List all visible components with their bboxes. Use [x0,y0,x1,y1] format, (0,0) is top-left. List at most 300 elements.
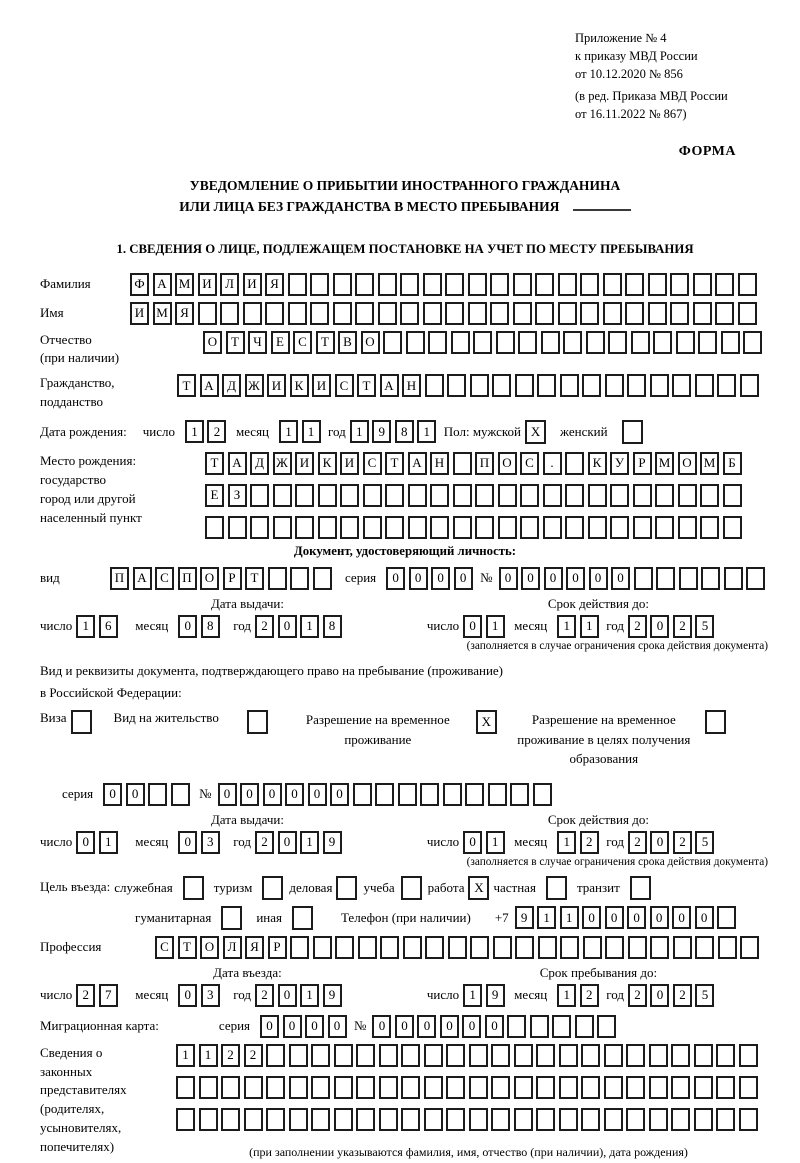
char-cell[interactable] [603,273,622,296]
char-cell[interactable]: 0 [278,615,297,638]
char-cell[interactable] [491,1044,510,1067]
char-cell[interactable]: М [655,452,674,475]
char-cell[interactable] [608,331,627,354]
char-cell[interactable] [228,516,247,539]
char-cell[interactable] [268,567,287,590]
char-cell[interactable] [398,783,417,806]
char-cell[interactable] [488,783,507,806]
char-cell[interactable] [605,374,624,397]
char-cell[interactable] [605,936,624,959]
char-cell[interactable]: 0 [395,1015,414,1038]
char-cell[interactable] [700,516,719,539]
char-cell[interactable] [491,1076,510,1099]
char-cell[interactable] [558,273,577,296]
char-cell[interactable]: К [318,452,337,475]
char-cell[interactable]: 2 [673,831,692,854]
char-cell[interactable] [171,783,190,806]
char-cell[interactable] [586,331,605,354]
char-cell[interactable] [408,484,427,507]
char-cell[interactable] [358,936,377,959]
char-cell[interactable] [739,1044,758,1067]
char-cell[interactable]: Т [316,331,335,354]
char-cell[interactable] [536,1108,555,1131]
char-cell[interactable]: 9 [323,831,342,854]
char-cell[interactable]: Р [223,567,242,590]
char-cell[interactable]: 1 [300,615,319,638]
char-cell[interactable] [695,936,714,959]
char-cell[interactable]: 1 [486,615,505,638]
char-cell[interactable]: 1 [76,615,95,638]
char-cell[interactable] [446,1108,465,1131]
char-cell[interactable] [693,273,712,296]
char-cell[interactable] [583,936,602,959]
char-cell[interactable]: Т [178,936,197,959]
char-cell[interactable]: 0 [605,906,624,929]
char-cell[interactable] [265,302,284,325]
char-cell[interactable] [311,1044,330,1067]
char-cell[interactable] [565,484,584,507]
char-cell[interactable] [514,1044,533,1067]
char-cell[interactable]: 1 [463,984,482,1007]
work-checkbox[interactable]: X [468,876,489,900]
char-cell[interactable]: 9 [515,906,534,929]
char-cell[interactable]: 0 [582,906,601,929]
char-cell[interactable] [597,1015,616,1038]
char-cell[interactable] [496,331,515,354]
char-cell[interactable]: 9 [486,984,505,1007]
char-cell[interactable]: 0 [544,567,563,590]
char-cell[interactable]: 0 [566,567,585,590]
char-cell[interactable] [541,331,560,354]
char-cell[interactable] [288,273,307,296]
char-cell[interactable]: Л [223,936,242,959]
char-cell[interactable] [535,302,554,325]
char-cell[interactable] [717,374,736,397]
char-cell[interactable] [673,936,692,959]
char-cell[interactable] [648,302,667,325]
char-cell[interactable] [475,484,494,507]
char-cell[interactable]: 1 [185,420,204,443]
char-cell[interactable]: 8 [323,615,342,638]
char-cell[interactable] [295,484,314,507]
char-cell[interactable] [310,273,329,296]
char-cell[interactable]: В [338,331,357,354]
char-cell[interactable] [649,1108,668,1131]
char-cell[interactable] [428,331,447,354]
char-cell[interactable] [493,936,512,959]
char-cell[interactable] [739,1076,758,1099]
char-cell[interactable] [445,302,464,325]
char-cell[interactable] [288,302,307,325]
char-cell[interactable]: М [700,452,719,475]
char-cell[interactable]: О [498,452,517,475]
char-cell[interactable]: 2 [628,984,647,1007]
char-cell[interactable]: 0 [178,615,197,638]
char-cell[interactable]: И [340,452,359,475]
char-cell[interactable] [465,783,484,806]
char-cell[interactable] [518,331,537,354]
char-cell[interactable] [631,331,650,354]
char-cell[interactable]: Н [430,452,449,475]
char-cell[interactable] [199,1076,218,1099]
char-cell[interactable] [453,484,472,507]
char-cell[interactable]: А [380,374,399,397]
char-cell[interactable]: И [267,374,286,397]
char-cell[interactable] [400,302,419,325]
char-cell[interactable] [468,302,487,325]
char-cell[interactable] [473,331,492,354]
char-cell[interactable] [515,936,534,959]
char-cell[interactable]: 1 [580,615,599,638]
char-cell[interactable] [530,1015,549,1038]
char-cell[interactable]: 3 [201,831,220,854]
char-cell[interactable] [250,484,269,507]
char-cell[interactable] [498,516,517,539]
char-cell[interactable] [356,1108,375,1131]
char-cell[interactable] [560,936,579,959]
char-cell[interactable]: 2 [628,615,647,638]
char-cell[interactable]: Б [723,452,742,475]
char-cell[interactable]: Т [226,331,245,354]
char-cell[interactable]: 0 [440,1015,459,1038]
char-cell[interactable]: 0 [417,1015,436,1038]
char-cell[interactable]: П [178,567,197,590]
char-cell[interactable] [453,452,472,475]
char-cell[interactable] [698,331,717,354]
char-cell[interactable] [533,783,552,806]
char-cell[interactable]: Т [177,374,196,397]
char-cell[interactable] [424,1108,443,1131]
char-cell[interactable]: 0 [650,831,669,854]
char-cell[interactable] [425,936,444,959]
char-cell[interactable]: К [290,374,309,397]
char-cell[interactable]: О [200,567,219,590]
char-cell[interactable] [626,1076,645,1099]
char-cell[interactable] [403,936,422,959]
char-cell[interactable]: 7 [99,984,118,1007]
char-cell[interactable] [738,302,757,325]
char-cell[interactable] [220,302,239,325]
char-cell[interactable] [520,516,539,539]
char-cell[interactable] [289,1108,308,1131]
char-cell[interactable] [334,1108,353,1131]
char-cell[interactable]: 1 [557,615,576,638]
char-cell[interactable] [610,516,629,539]
char-cell[interactable] [650,374,669,397]
female-checkbox[interactable] [622,420,643,444]
char-cell[interactable] [313,936,332,959]
char-cell[interactable] [380,936,399,959]
char-cell[interactable] [379,1108,398,1131]
char-cell[interactable]: 0 [463,615,482,638]
char-cell[interactable] [676,331,695,354]
char-cell[interactable]: 1 [557,984,576,1007]
char-cell[interactable]: М [175,273,194,296]
char-cell[interactable]: 1 [300,831,319,854]
char-cell[interactable]: Ф [130,273,149,296]
char-cell[interactable] [604,1108,623,1131]
char-cell[interactable]: Р [633,452,652,475]
char-cell[interactable]: 0 [218,783,237,806]
char-cell[interactable] [678,484,697,507]
business-checkbox[interactable] [336,876,357,900]
char-cell[interactable] [610,484,629,507]
char-cell[interactable]: 2 [673,615,692,638]
char-cell[interactable] [379,1044,398,1067]
char-cell[interactable] [176,1108,195,1131]
char-cell[interactable] [335,936,354,959]
char-cell[interactable] [420,783,439,806]
char-cell[interactable] [355,302,374,325]
char-cell[interactable]: П [110,567,129,590]
char-cell[interactable] [588,516,607,539]
char-cell[interactable]: 0 [589,567,608,590]
char-cell[interactable]: С [363,452,382,475]
char-cell[interactable] [355,273,374,296]
char-cell[interactable] [536,1076,555,1099]
char-cell[interactable]: 2 [673,984,692,1007]
char-cell[interactable] [266,1076,285,1099]
char-cell[interactable]: 0 [650,615,669,638]
char-cell[interactable]: О [200,936,219,959]
char-cell[interactable] [739,1108,758,1131]
char-cell[interactable] [469,1076,488,1099]
char-cell[interactable] [273,484,292,507]
char-cell[interactable]: 0 [308,783,327,806]
char-cell[interactable]: И [312,374,331,397]
char-cell[interactable]: Т [357,374,376,397]
char-cell[interactable]: Ч [248,331,267,354]
char-cell[interactable]: А [200,374,219,397]
char-cell[interactable] [313,567,332,590]
char-cell[interactable] [198,302,217,325]
char-cell[interactable] [580,302,599,325]
char-cell[interactable] [559,1108,578,1131]
char-cell[interactable] [340,516,359,539]
char-cell[interactable]: А [228,452,247,475]
char-cell[interactable]: Ж [245,374,264,397]
char-cell[interactable] [581,1044,600,1067]
char-cell[interactable] [333,273,352,296]
char-cell[interactable]: 2 [244,1044,263,1067]
char-cell[interactable] [379,1076,398,1099]
char-cell[interactable] [543,516,562,539]
char-cell[interactable]: Н [402,374,421,397]
char-cell[interactable] [604,1044,623,1067]
tourism-checkbox[interactable] [262,876,283,900]
char-cell[interactable] [423,302,442,325]
study-checkbox[interactable] [401,876,422,900]
char-cell[interactable]: 2 [580,984,599,1007]
char-cell[interactable] [626,1108,645,1131]
char-cell[interactable] [266,1108,285,1131]
char-cell[interactable]: Р [268,936,287,959]
char-cell[interactable]: 1 [486,831,505,854]
char-cell[interactable] [716,1076,735,1099]
char-cell[interactable]: 0 [372,1015,391,1038]
char-cell[interactable]: 0 [178,831,197,854]
char-cell[interactable] [746,567,765,590]
char-cell[interactable]: 2 [255,615,274,638]
char-cell[interactable] [633,484,652,507]
char-cell[interactable]: 2 [628,831,647,854]
char-cell[interactable]: 1 [99,831,118,854]
char-cell[interactable] [221,1076,240,1099]
char-cell[interactable] [311,1076,330,1099]
char-cell[interactable]: П [475,452,494,475]
char-cell[interactable]: 0 [330,783,349,806]
char-cell[interactable] [723,484,742,507]
char-cell[interactable]: 0 [463,831,482,854]
char-cell[interactable]: 0 [260,1015,279,1038]
char-cell[interactable] [356,1076,375,1099]
char-cell[interactable] [446,1044,465,1067]
char-cell[interactable]: С [520,452,539,475]
char-cell[interactable]: 2 [580,831,599,854]
char-cell[interactable] [700,484,719,507]
char-cell[interactable] [582,374,601,397]
char-cell[interactable] [738,273,757,296]
char-cell[interactable]: И [243,273,262,296]
char-cell[interactable] [649,1044,668,1067]
char-cell[interactable]: 0 [454,567,473,590]
char-cell[interactable] [492,374,511,397]
char-cell[interactable] [648,273,667,296]
char-cell[interactable] [430,484,449,507]
char-cell[interactable] [565,516,584,539]
char-cell[interactable]: 0 [278,984,297,1007]
char-cell[interactable] [221,1108,240,1131]
char-cell[interactable]: Т [245,567,264,590]
char-cell[interactable]: Я [245,936,264,959]
char-cell[interactable] [424,1076,443,1099]
char-cell[interactable] [400,273,419,296]
char-cell[interactable] [498,484,517,507]
char-cell[interactable] [581,1108,600,1131]
char-cell[interactable] [408,516,427,539]
residence-permit-checkbox[interactable] [247,710,268,734]
char-cell[interactable] [580,273,599,296]
char-cell[interactable]: И [295,452,314,475]
char-cell[interactable]: 0 [240,783,259,806]
char-cell[interactable] [356,1044,375,1067]
char-cell[interactable] [244,1076,263,1099]
char-cell[interactable] [310,302,329,325]
char-cell[interactable]: С [335,374,354,397]
char-cell[interactable] [693,302,712,325]
char-cell[interactable]: 2 [255,831,274,854]
char-cell[interactable] [655,484,674,507]
private-checkbox[interactable] [546,876,567,900]
char-cell[interactable] [446,1076,465,1099]
char-cell[interactable]: 0 [431,567,450,590]
char-cell[interactable] [721,331,740,354]
char-cell[interactable] [334,1076,353,1099]
char-cell[interactable] [743,331,762,354]
char-cell[interactable] [715,273,734,296]
char-cell[interactable] [672,374,691,397]
char-cell[interactable] [468,273,487,296]
char-cell[interactable] [470,374,489,397]
char-cell[interactable] [385,516,404,539]
male-checkbox[interactable]: X [525,420,546,444]
char-cell[interactable]: 0 [485,1015,504,1038]
char-cell[interactable]: 0 [386,567,405,590]
char-cell[interactable] [718,936,737,959]
char-cell[interactable] [716,1108,735,1131]
char-cell[interactable] [515,374,534,397]
char-cell[interactable] [560,374,579,397]
char-cell[interactable] [148,783,167,806]
char-cell[interactable] [625,302,644,325]
char-cell[interactable]: 5 [695,615,714,638]
char-cell[interactable] [679,567,698,590]
char-cell[interactable] [318,516,337,539]
char-cell[interactable] [176,1076,195,1099]
char-cell[interactable]: А [153,273,172,296]
char-cell[interactable] [353,783,372,806]
char-cell[interactable]: Я [175,302,194,325]
char-cell[interactable]: 0 [409,567,428,590]
other-purpose-checkbox[interactable] [292,906,313,930]
char-cell[interactable] [740,936,759,959]
char-cell[interactable] [513,273,532,296]
char-cell[interactable] [535,273,554,296]
char-cell[interactable]: А [408,452,427,475]
char-cell[interactable] [490,302,509,325]
char-cell[interactable] [290,936,309,959]
char-cell[interactable] [401,1108,420,1131]
char-cell[interactable] [453,516,472,539]
char-cell[interactable] [491,1108,510,1131]
char-cell[interactable]: . [543,452,562,475]
char-cell[interactable] [333,302,352,325]
char-cell[interactable] [694,1076,713,1099]
char-cell[interactable] [536,1044,555,1067]
char-cell[interactable] [363,484,382,507]
char-cell[interactable] [199,1108,218,1131]
transit-checkbox[interactable] [630,876,651,900]
visa-checkbox[interactable] [71,710,92,734]
char-cell[interactable] [670,302,689,325]
char-cell[interactable]: 0 [328,1015,347,1038]
char-cell[interactable]: Е [271,331,290,354]
char-cell[interactable]: С [155,936,174,959]
char-cell[interactable]: 0 [263,783,282,806]
char-cell[interactable] [715,302,734,325]
char-cell[interactable] [543,484,562,507]
char-cell[interactable] [378,302,397,325]
char-cell[interactable]: Е [205,484,224,507]
char-cell[interactable] [311,1108,330,1131]
char-cell[interactable] [694,1108,713,1131]
char-cell[interactable]: 0 [283,1015,302,1038]
char-cell[interactable] [538,936,557,959]
char-cell[interactable]: Л [220,273,239,296]
char-cell[interactable] [575,1015,594,1038]
char-cell[interactable]: О [678,452,697,475]
char-cell[interactable] [724,567,743,590]
char-cell[interactable] [424,1044,443,1067]
char-cell[interactable] [740,374,759,397]
char-cell[interactable]: 0 [521,567,540,590]
char-cell[interactable]: 2 [207,420,226,443]
char-cell[interactable]: Д [222,374,241,397]
char-cell[interactable] [378,273,397,296]
char-cell[interactable] [558,302,577,325]
char-cell[interactable] [628,936,647,959]
char-cell[interactable]: 5 [695,831,714,854]
